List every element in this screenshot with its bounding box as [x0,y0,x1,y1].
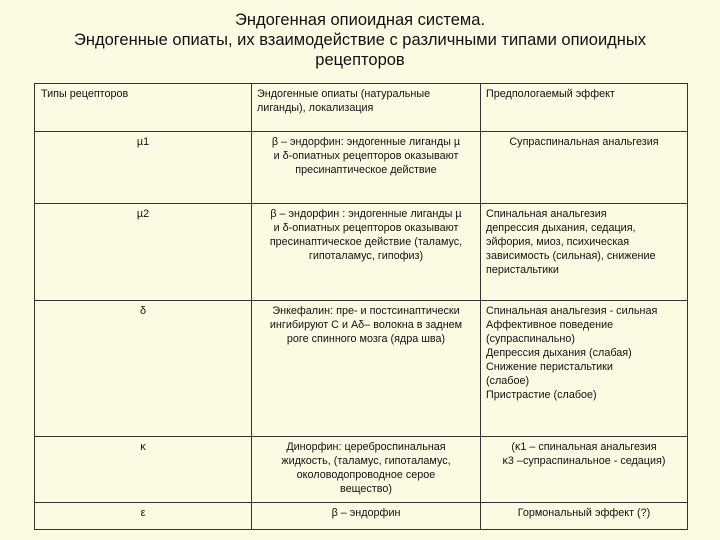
header-effect [481,84,688,132]
receptor-label: µ1 [136,136,150,148]
ligand-line: околоводопроводное серое [296,469,436,481]
ligand-line: пресинаптическое действие [295,164,437,176]
title-line-1: Эндогенная опиоидная система. [234,11,486,29]
effect-line: перистальтики [486,264,559,276]
table-row [35,301,688,437]
effect-line: зависимость (сильная), снижение [486,250,656,262]
effect-line: κ3 –супраспинальное - седация) [502,455,666,467]
receptor-label: δ [139,305,146,317]
effect-line: Гормональный эффект (?) [517,507,651,519]
effect-line: Пристрастие (слабое) [486,389,597,401]
effect-cell [481,437,688,503]
ligand-line: гипоталамус, гипофиз) [308,250,424,262]
ligand-line: роге спинного мозга (ядра шва) [286,333,446,345]
ligand-line: и δ-опиатных рецепторов оказывают [273,222,459,234]
header-text: Эндогенные опиаты (натуральные [257,88,431,100]
ligand-cell [252,301,481,437]
effect-line: Депрессия дыхания (слабая) [486,347,632,359]
effect-line: Аффективное поведение [486,319,614,331]
ligand-cell [252,437,481,503]
effect-line: эйфория, миоз, психическая [486,236,630,248]
receptor-label: µ2 [136,208,150,220]
ligand-line: вещество) [340,483,392,495]
header-receptor-types [35,84,252,132]
effect-line: Спинальная анальгезия [486,208,607,220]
effect-line: Супраспинальная анальгезия [509,136,659,148]
ligand-line: Энкефалин: пре- и постсинаптически [272,305,460,317]
table-header-row [35,84,688,132]
ligand-line: ингибируют С и Аδ– волокна в заднем [269,319,463,331]
effect-line: депрессия дыхания, седация, [486,222,636,234]
effect-cell [481,132,688,204]
effect-line: Спинальная анальгезия - сильная [486,305,658,317]
receptor-cell [35,204,252,301]
title-line-2: Эндогенные опиаты, их взаимодействие с различными типами опиоидных [73,31,647,49]
effect-line: Снижение перистальтики [486,361,613,373]
table-row [35,132,688,204]
opioid-receptor-table [34,83,688,530]
effect-cell [481,503,688,530]
table-row [35,503,688,530]
header-text: Предпологаемый эффект [486,88,615,100]
effect-line: (κ1 – спинальная анальгезия [511,441,657,453]
receptor-cell [35,132,252,204]
ligand-line: жидкость, (таламус, гипоталамус, [281,455,451,467]
effect-cell [481,204,688,301]
table-row [35,437,688,503]
receptor-label: ε [140,507,146,519]
ligand-line: пресинаптическое действие (таламус, [269,236,463,248]
table-row [35,204,688,301]
header-ligands [252,84,481,132]
header-text: лиганды), локализация [257,102,374,114]
ligand-line: β – эндорфин [331,507,401,519]
ligand-line: β – эндорфин : эндогенные лиганды µ [270,208,462,220]
ligand-line: Динорфин: цереброспинальная [286,441,446,453]
ligand-line: β – эндорфин: эндогенные лиганды µ [271,136,461,148]
effect-cell [481,301,688,437]
page-title [0,10,720,70]
header-text: Типы рецепторов [41,88,129,100]
ligand-line: и δ-опиатных рецепторов оказывают [273,150,459,162]
receptor-cell [35,437,252,503]
receptor-cell [35,301,252,437]
effect-line: (супраспинально) [486,333,575,345]
ligand-cell [252,503,481,530]
title-line-3: рецепторов [315,51,405,69]
receptor-label: κ [140,441,146,453]
receptor-cell [35,503,252,530]
ligand-cell [252,132,481,204]
effect-line: (слабое) [486,375,530,387]
ligand-cell [252,204,481,301]
